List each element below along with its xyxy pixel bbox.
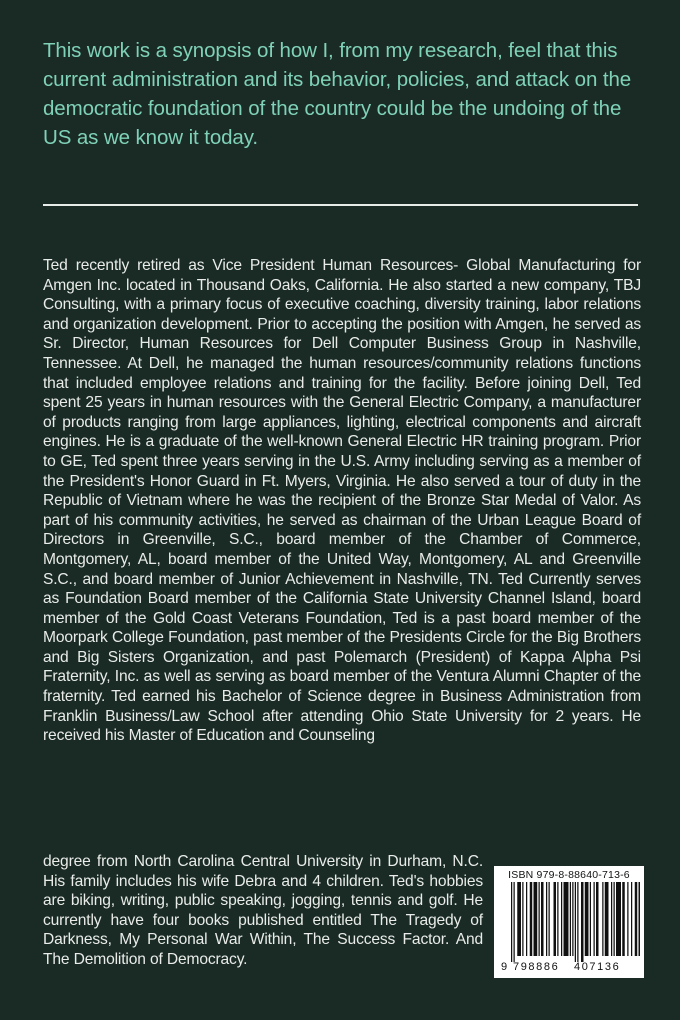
barcode-bar — [534, 882, 538, 956]
barcode-bar — [596, 882, 599, 956]
barcode-bar — [526, 882, 527, 956]
barcode-bar — [590, 882, 591, 956]
barcode-bar — [564, 882, 569, 956]
barcode-bar — [611, 882, 612, 956]
barcode-bar — [561, 882, 562, 956]
synopsis-blurb: This work is a synopsis of how I, from my research, feel that this current administration and its behavior, policies, and attack on the democratic foundation of the country could be the undoing of the US as we know it today. — [43, 39, 632, 149]
isbn-number: ISBN 979-8-88640-713-6 — [508, 869, 630, 881]
barcode-bar — [631, 882, 632, 956]
barcode-icon — [498, 882, 640, 974]
barcode-bar — [616, 882, 621, 956]
barcode-left-digits: 798886 — [513, 961, 560, 973]
barcode-bar — [549, 882, 550, 956]
barcode-bar — [602, 882, 603, 956]
barcode-bar — [554, 882, 557, 956]
barcode-bar — [541, 882, 544, 956]
barcode-bar — [575, 882, 576, 962]
barcode-bar — [570, 882, 571, 956]
barcode-bar — [639, 882, 641, 956]
barcode-bar — [622, 882, 625, 956]
barcode-bar — [581, 882, 584, 962]
isbn-barcode-block — [494, 866, 644, 978]
barcode-bar — [572, 882, 573, 956]
author-bio-upper: Ted recently retired as Vice President Human Resources- Global Manufacturing for Amgen Inc. located in Thousand Oaks, California. He also started a new company, TBJ Consulting, with a primary focus of executive coaching, diversity training, labor relations and organization development. Prior to accepting the position with Amgen, he served as Sr. Director, Human Resources for Dell Computer Business Group in Nashville, Tennessee. At Dell, he managed the human resources/community relations functions that included employee relations and training for the facility. Before joining Dell, Ted spent 25 years in human resources with the General Electric Company, a manufacturer of products ranging from large appliances, lighting, electrical components and aircraft engines. He is a graduate of the well-known General Electric HR training program. Prior to GE, Ted spent three years serving in the U.S. Army including serving as a member of the President's Honor Guard in Ft. Myers, Virginia. He also served a tour of duty in the Republic of Vietnam where he was the recipient of the Bronze Star Medal of Valor. As part of his community activities, he served as chairman of the Urban League Board of Directors in Greenville, S.C., board member of the Chamber of Commerce, Montgomery, AL, board member of the United Way, Montgomery, AL and Greenville S.C., and board member of Junior Achievement in Nashville, TN. Ted Currently serves as Foundation Board member of the California State University Channel Island, board member of the Gold Coast Veterans Foundation, Ted is a past board member of the Moorpark College Foundation, past member of the Presidents Circle for the Big Brothers and Big Sisters Organization, and past Polemarch (President) of Kappa Alpha Psi Fraternity, Inc. as well as serving as board member of the Ventura Alumni Chapter of the fraternity. Ted earned his Bachelor of Science degree in Business Administration from Franklin Business/Law School after attending Ohio State University for 2 years. He received his Master of Education and Counseling — [43, 257, 641, 745]
barcode-bar — [605, 882, 609, 956]
barcode-bar — [530, 882, 533, 956]
barcode-bar — [539, 882, 540, 956]
barcode-bar — [557, 882, 558, 956]
barcode-first-digit: 9 — [501, 961, 508, 973]
barcode-bar — [522, 882, 523, 956]
barcode-bar — [514, 882, 515, 962]
barcode-bar — [546, 882, 547, 956]
barcode-bar — [585, 882, 589, 956]
section-divider — [43, 204, 638, 206]
barcode-bar — [627, 882, 628, 956]
barcode-bar — [594, 882, 595, 956]
barcode-bar — [517, 882, 521, 956]
barcode-bar — [511, 882, 512, 962]
barcode-bar — [635, 882, 638, 956]
barcode-right-digits: 407136 — [574, 961, 621, 973]
author-bio-lower: degree from North Carolina Central University in Durham, N.C. His family includes his wife Debra and 4 children. Ted's hobbies are biking, writing, public speaking, jogging, tennis and golf. He currently have four books published entitled The Tragedy of Darkness, My Personal War Within, The Success Factor. And The Demolition of Democracy. — [43, 853, 483, 968]
barcode-bar — [577, 882, 578, 962]
barcode-bar — [614, 882, 615, 956]
